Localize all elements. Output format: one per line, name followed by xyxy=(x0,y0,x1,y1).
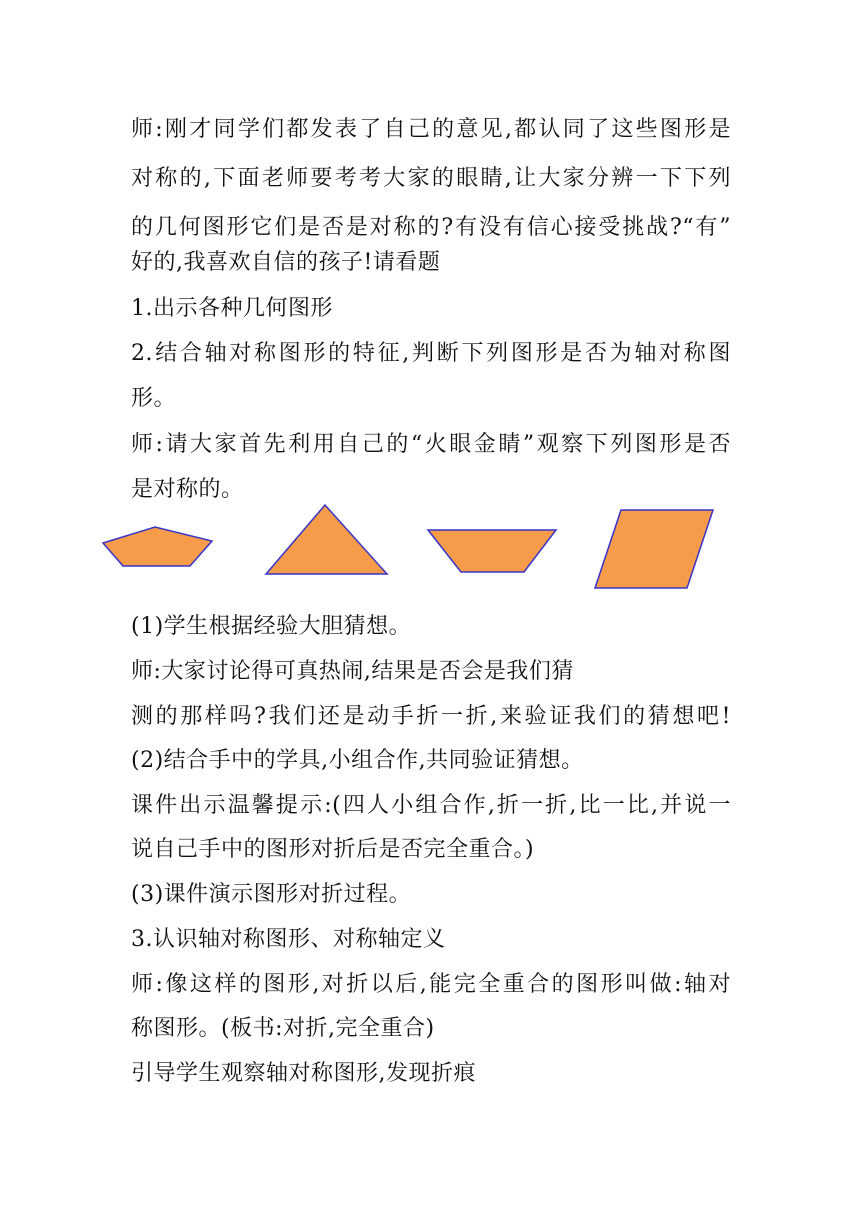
paragraph-line: 师:大家讨论得可真热闹,结果是否会是我们猜 xyxy=(131,659,574,684)
list-item: 2.结合轴对称图形的特征,判断下列图形是否为轴对称图 xyxy=(131,341,731,366)
paragraph-line: 是对称的。 xyxy=(131,477,244,502)
paragraph-line: 对称的,下面老师要考考大家的眼睛,让大家分辨一下下列 xyxy=(131,166,731,191)
list-item: 1.出示各种几何图形 xyxy=(131,296,333,321)
triangle-shape xyxy=(266,505,387,574)
parallelogram-shape xyxy=(595,510,713,588)
paragraph-line: 称图形。(板书:对折,完全重合) xyxy=(131,1016,435,1041)
paragraph-line: 说自己手中的图形对折后是否完全重合。) xyxy=(131,837,535,862)
paragraph-line: 师:刚才同学们都发表了自己的意见,都认同了这些图形是 xyxy=(131,117,731,142)
paragraph-line: 师:像这样的图形,对折以后,能完全重合的图形叫做:轴对 xyxy=(131,972,731,997)
paragraph-line: 师:请大家首先利用自己的“火眼金睛”观察下列图形是否 xyxy=(131,432,731,457)
list-item: (3)课件演示图形对折过程。 xyxy=(131,882,412,907)
list-item: (2)结合手中的学具,小组合作,共同验证猜想。 xyxy=(131,748,584,773)
pentagon-shape xyxy=(103,527,212,566)
geometric-shapes-figure xyxy=(0,495,860,595)
paragraph-line: 形。 xyxy=(131,386,177,411)
paragraph-line: 课件出示温馨提示:(四人小组合作,折一折,比一比,并说一 xyxy=(131,793,731,818)
paragraph-line: 好的,我喜欢自信的孩子!请看题 xyxy=(131,250,441,275)
paragraph-line: 引导学生观察轴对称图形,发现折痕 xyxy=(131,1061,476,1086)
trapezoid-shape xyxy=(428,530,556,572)
paragraph-line: 的几何图形它们是否是对称的?有没有信心接受挑战?“有” xyxy=(131,215,731,240)
paragraph-line: 测的那样吗?我们还是动手折一折,来验证我们的猜想吧! xyxy=(131,704,731,729)
list-item: 3.认识轴对称图形、对称轴定义 xyxy=(131,927,446,952)
list-item: (1)学生根据经验大胆猜想。 xyxy=(131,614,412,639)
